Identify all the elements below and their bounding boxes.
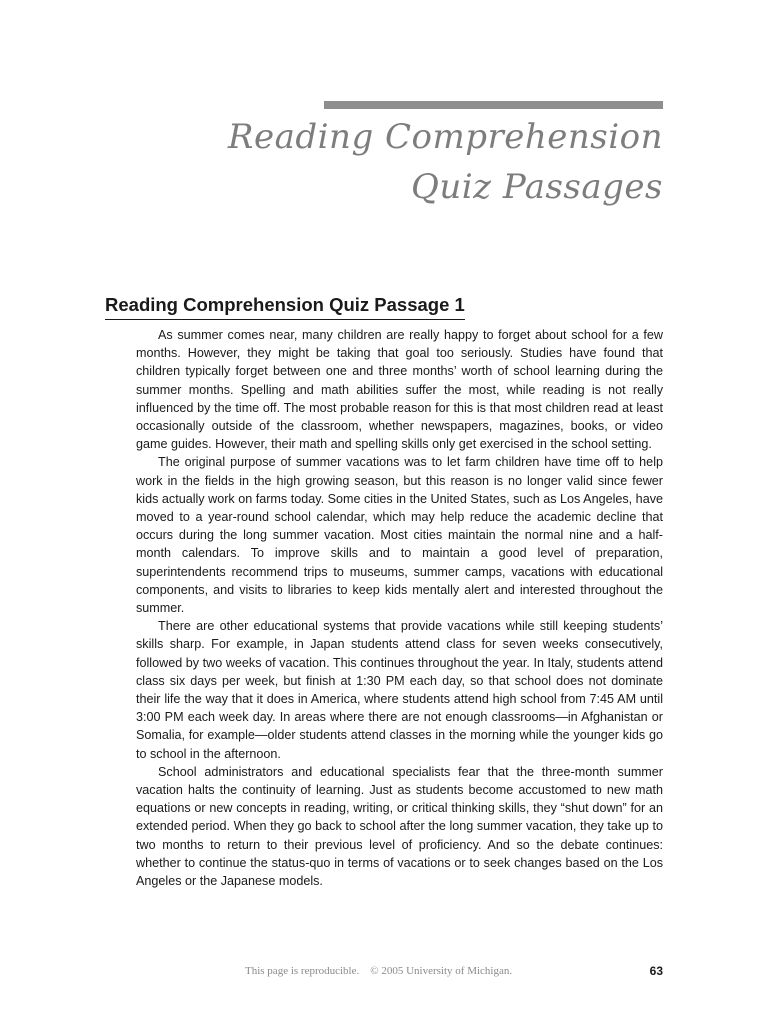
passage-paragraph-1: As summer comes near, many children are really happy to forget about school for a few months. However, they might be taking that goal too seriously. Studies have found that children typically forget between one and three months’ worth of school learning during the summer months. Spelling and math abilities suffer the most, while reading is not really influenced by the time off. The most probable reason for this is that most children read at least occasionally outside of the classroom, whether newspapers, magazines, books, or video game guides. However, their math and spelling skills only get exercised in the school setting. [136,328,663,452]
passage-paragraph-2: The original purpose of summer vacations was to let farm children have time off to help work in the fields in the high growing season, but this reason is no longer valid since fewer kids actually work on farms today. Some cities in the United States, such as Los Angeles, have moved to a year-round school calendar, which may help reduce the academic decline that occurs during the long summer vacation. Most cities maintain the normal nine and a half-month calendars. To improve skills and to maintain a good level of preparation, superintendents recommend trips to museums, summer camps, vacations with educational components, and visits to libraries to keep kids mentally alert and interested throughout the summer. [136,455,663,616]
chapter-title [228,112,663,212]
title-rule [324,101,663,109]
page-number: 63 [649,964,663,978]
passage-paragraph-3: There are other educational systems that provide vacations while still keeping students’ skills sharp. For example, in Japan students attend class for seven weeks consecutively, followed by two weeks of vacation. This continues throughout the year. In Italy, students attend class six days per week, but finish at 1:30 PM each day, so that school does not dominate their life the way that it does in America, where students attend high school from 7:45 AM until 3:00 PM each week day. In areas where there are not enough classrooms—in Afghanistan or Somalia, for example—older students attend classes in the morning while the younger kids go to school in the afternoon. [136,619,663,761]
passage-paragraph-4: School administrators and educational specialists fear that the three-month summer vacation halts the continuity of learning. Just as students become accustomed to new math equations or new concepts in reading, writing, or critical thinking skills, they “shut down” for an extended period. When they go back to school after the long summer vacation, they take up to two months to return to their previous level of proficiency. And so the debate continues: whether to continue the status-quo in terms of vacations or to seek changes based on the Los Angeles or the Japanese models. [136,764,663,889]
chapter-title-line-2: Quiz Passages [411,167,663,207]
passage-heading: Reading Comprehension Quiz Passage 1 [105,294,465,320]
passage-body [136,326,663,890]
chapter-title-line-1: Reading Comprehension [227,117,663,157]
footer-copyright: This page is reproducible. © 2005 University of Michigan. [245,965,513,977]
